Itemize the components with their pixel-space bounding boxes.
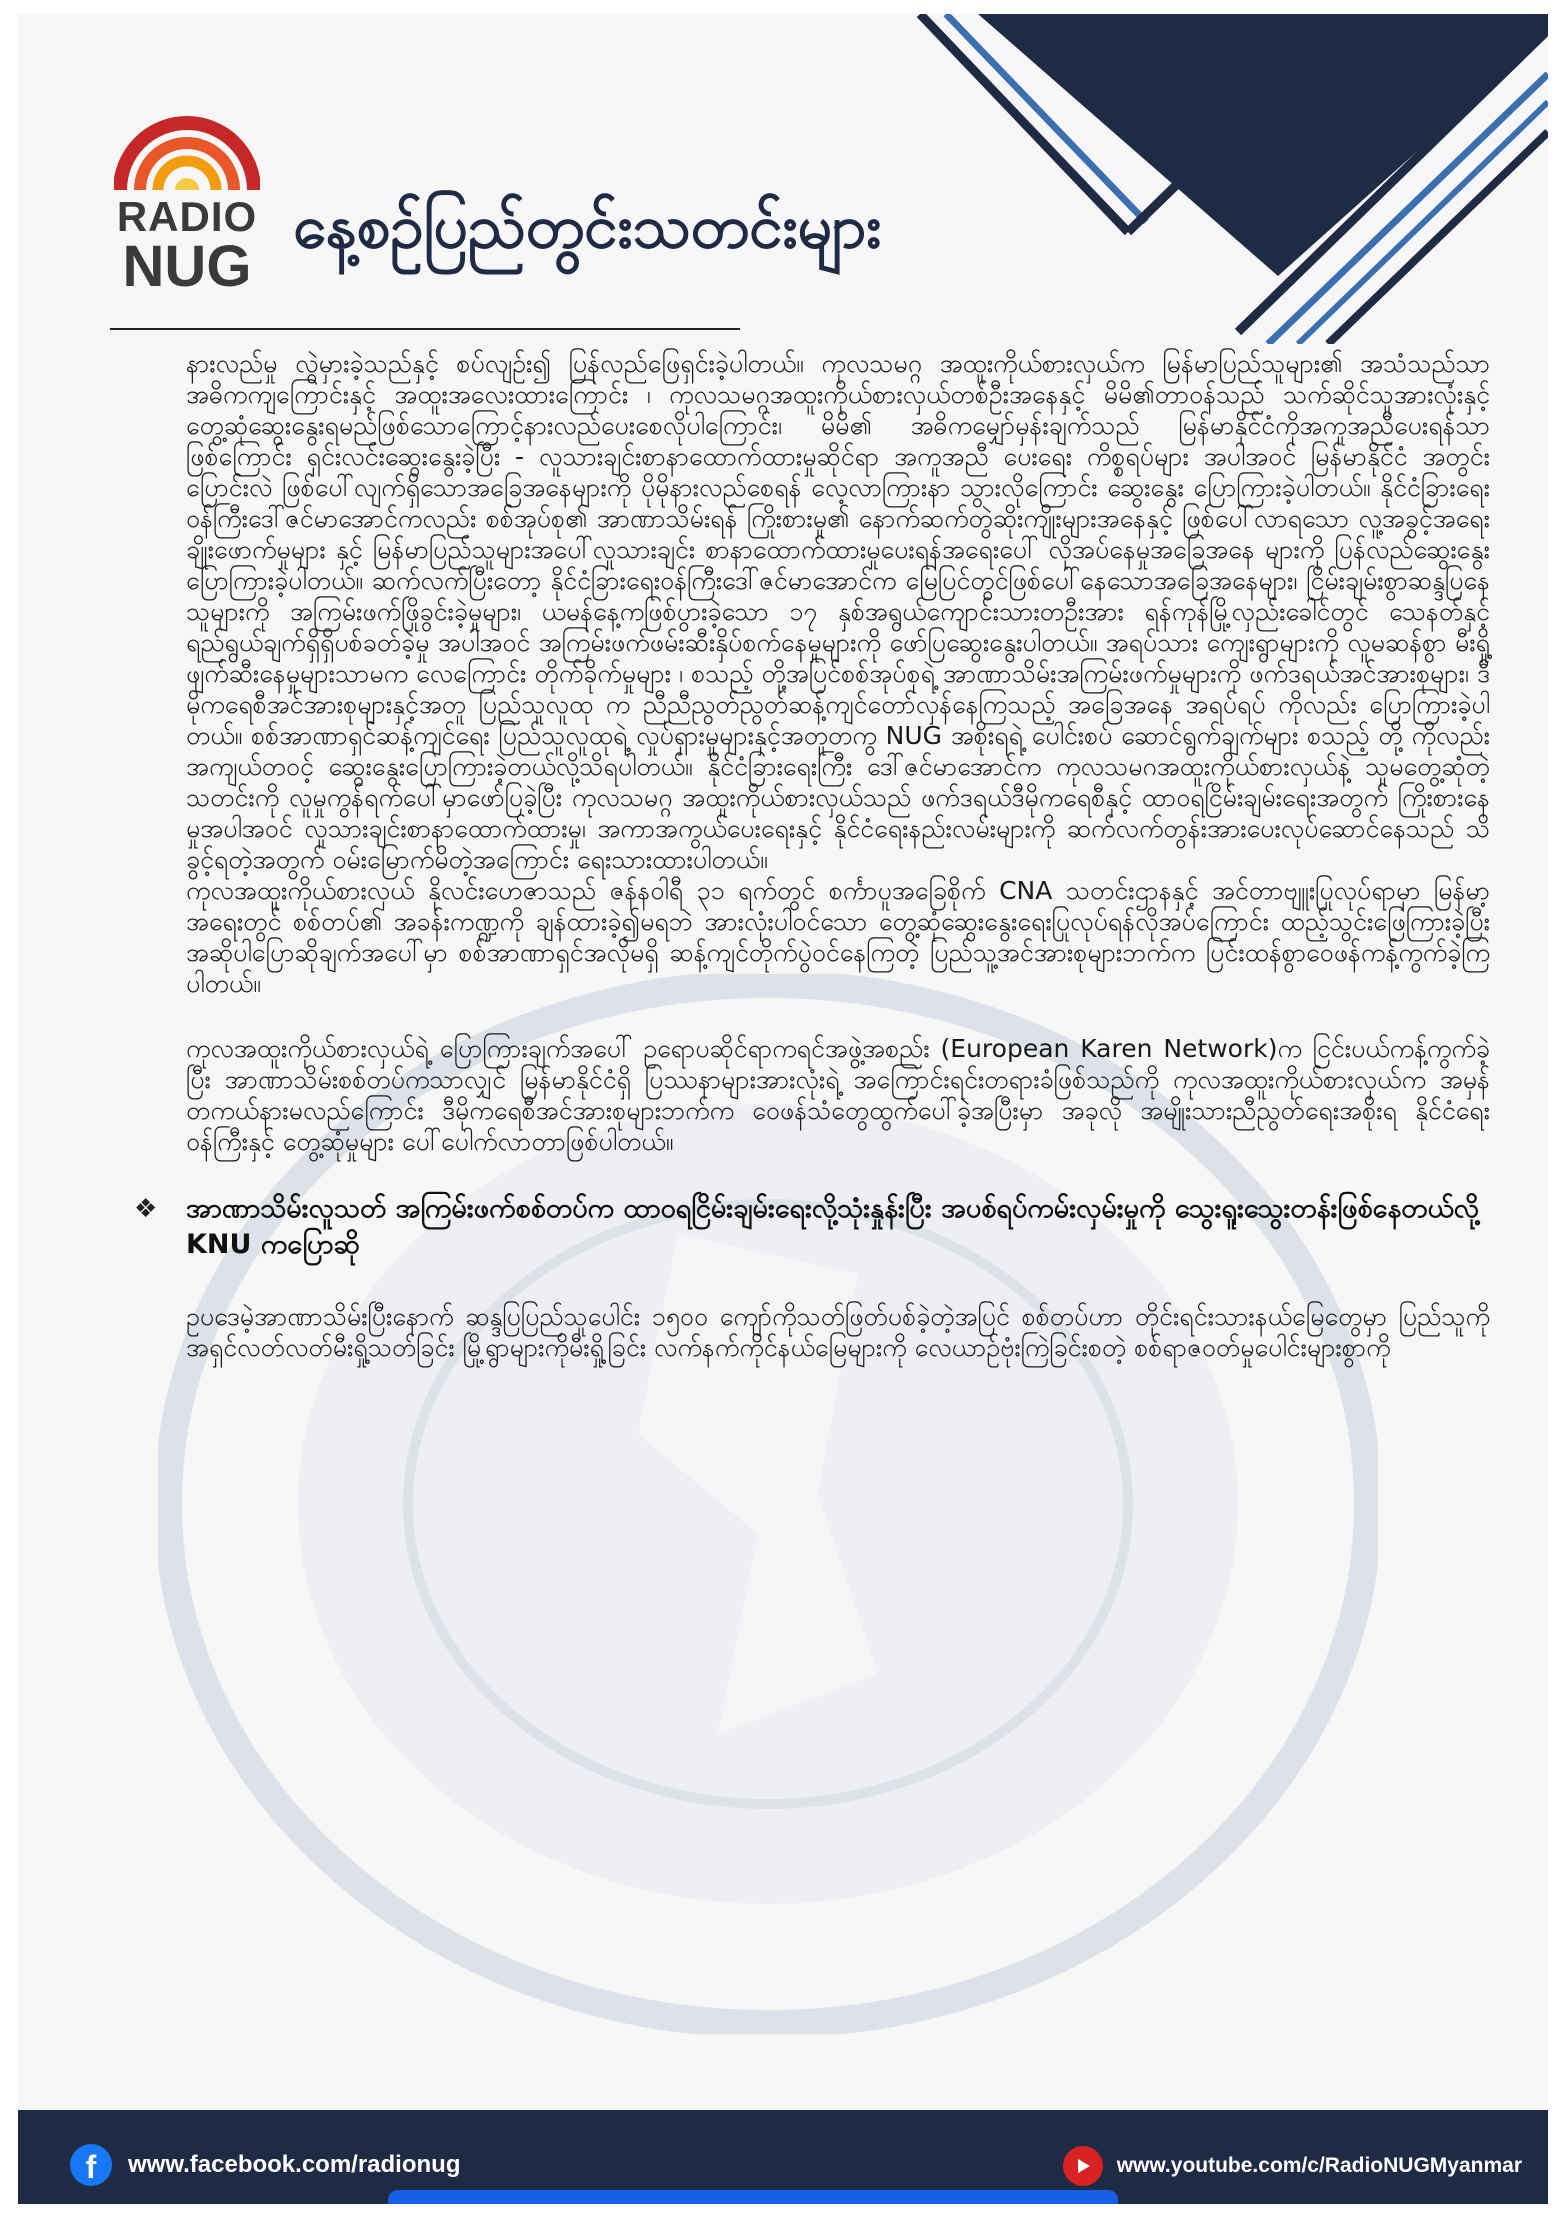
article-body — [134, 348, 1490, 1363]
youtube-url: www.youtube.com/c/RadioNUGMyanmar — [1116, 2154, 1522, 2177]
article-paragraph: ကုလအထူးကိုယ်စားလှယ်ရဲ့ ပြောကြားချက်အပေါ် ဥရောပဆိုင်ရာကရင်အဖွဲ့အစည်း (European Karen Network)က ငြင်းပယ်ကန့်ကွက်ခဲ့ပြီး အာဏာသိမ်းစစ်တပ်ကသာလျှင် မြန်မာနိုင်ငံရှိ ပြဿနာများအားလုံးရဲ့ အကြောင်းရင်းတရားခံဖြစ်သည်ကို ကုလအထူးကိုယ်စားလှယ်က အမှန်တကယ်နားမလည်ကြောင်း ဒီမိုကရေစီအင်အားစုများဘက်က ဝေဖန်သံတွေထွက်ပေါ်ခဲ့အပြီးမှာ အခုလို အမျိုးသားညီညွတ်ရေးအစိုးရ နိုင်ငံရေးဝန်ကြီးနှင့် တွေ့ဆုံမှုများ ပေါ်ပေါက်လာတာဖြစ်ပါတယ်။ — [186, 1034, 1490, 1156]
section-heading-text: အာဏာသိမ်းလူသတ် အကြမ်းဖက်စစ်တပ်က ထာဝရငြိမ်းချမ်းရေးလို့သုံးနှုန်းပြီး အပစ်ရပ်ကမ်းလှမ်းမှုကို သွေးရူးသွေးတန်းဖြစ်နေတယ်လို့ KNU ကပြောဆို — [186, 1193, 1480, 1260]
article-paragraph: ကုလအထူးကိုယ်စားလှယ် နိုလင်းဟေဇာသည် ဇန်နဝါရီ ၃၁ ရက်တွင် စင်္ကာပူအခြေစိုက် CNA သတင်းဌာနနှင့် အင်တာဗျူးပြုလုပ်ရာမှာ မြန်မာ့အရေးတွင် စစ်တပ်၏ အခန်းကဏ္ဍကို ချန်ထားခဲ့၍မရဘဲ အားလုံးပါဝင်သော တွေ့ဆုံဆွေးနွေးရေးပြုလုပ်ရန်လိုအပ်ကြောင်း ထည့်သွင်းဖြေကြားခဲ့ပြီး အဆိုပါပြောဆိုချက်အပေါ်မှာ စစ်အာဏာရှင်အလိုမရှိ ဆန့်ကျင်တိုက်ပွဲဝင်နေကြတဲ့ ပြည်သူ့အင်အားစုများဘက်က ပြင်းထန်စွာဝေဖန်ကန့်ကွက်ခဲ့ကြပါတယ်။ — [186, 876, 1490, 998]
masthead-title: နေ့စဉ်ပြည်တွင်းသတင်းများ — [293, 192, 882, 262]
logo-nug-text: NUG — [122, 234, 252, 299]
header-divider — [110, 328, 740, 330]
page — [18, 14, 1548, 2204]
diamond-bullet-icon: ❖ — [134, 1194, 158, 1224]
logo-radio-text: RADIO — [116, 193, 258, 240]
facebook-link[interactable] — [70, 2144, 460, 2186]
article-paragraph: နားလည်မှု လွဲမှားခဲ့သည်နှင့် စပ်လျဉ်း၍ ပြန်လည်ဖြေရှင်းခဲ့ပါတယ်။ ကုလသမဂ္ဂ အထူးကိုယ်စားလှယ်က မြန်မာပြည်သူများ၏ အသံသည်သာ အဓိကကျကြောင်းနှင့် အထူးအလေးထားကြောင်း ၊ ကုလသမဂ္ဂအထူးကိုယ်စားလှယ်တစ်ဦးအနေနှင့် မိမိ၏တာဝန်သည် သက်ဆိုင်သူအားလုံးနှင့် တွေ့ဆုံဆွေးနွေးရမည်ဖြစ်သောကြောင့်နားလည်ပေးစေလိုပါကြောင်း၊ မိမိ၏ အဓိကမျှော်မှန်းချက်သည် မြန်မာနိုင်ငံကိုအကူအညီပေးရန်သာဖြစ်ကြောင်း ရှင်းလင်းဆွေးနွေးခဲ့ပြီး - လူသားချင်းစာနာထောက်ထားမှုဆိုင်ရာ အကူအညီ ပေးရေး ကိစ္စရပ်များ အပါအဝင် မြန်မာနိုင်ငံ အတွင်း ပြောင်းလဲ ဖြစ်ပေါ်လျက်ရှိသောအခြေအနေများကို ပိုမိုနားလည်စေရန် လေ့လာကြားနာ သွားလိုကြောင်း ဆွေးနွေး ပြောကြားခဲ့ပါတယ်။ နိုင်ငံခြားရေးဝန်ကြီးဒေါ်ဇင်မာအောင်ကလည်း စစ်အုပ်စု၏ အာဏာသိမ်းရန် ကြိုးစားမှု၏ နောက်ဆက်တွဲဆိုးကျိုးများအနေနှင့် ဖြစ်ပေါ်လာရသော လူ့အခွင့်အရေးချိုးဖောက်မှုများ နှင့် မြန်မာပြည်သူများအပေါ်လူသားချင်း စာနာထောက်ထားမှုပေးရန်အရေးပေါ် လိုအပ်နေမှုအခြေအနေ များကို ပြန်လည်ဆွေးနွေး ပြောကြားခဲ့ပါတယ်။ ဆက်လက်ပြီးတော့ နိုင်ငံခြားရေးဝန်ကြီးဒေါ်ဇင်မာအောင်က မြေပြင်တွင်ဖြစ်ပေါ်နေသောအခြေအနေများ၊ ငြိမ်းချမ်းစွာဆန္ဒပြနေသူများကို အကြမ်းဖက်ဖြိုခွင်းခဲ့မှုများ၊ ယမန်နေ့ကဖြစ်ပွားခဲ့သော ၁၇ နှစ်အရွယ်ကျောင်းသားတဦးအား ရန်ကုန်မြို့လှည်းခေါင်တွင် သေနတ်နှင့် ရည်ရွယ်ချက်ရှိရှိပစ်ခတ်ခဲ့မှု အပါအဝင် အကြမ်းဖက်ဖမ်းဆီးနှိပ်စက်နေမှုများကို ဖော်ပြဆွေးနွေးပါတယ်။ အရပ်သား ကျေးရွာများကို လူမဆန်စွာ မီးရှို့ဖျက်ဆီးနေမှုများသာမက လေကြောင်း တိုက်ခိုက်မှုများ ၊ စသည့် တို့အပြင်စစ်အုပ်စုရဲ့ အာဏာသိမ်းအကြမ်းဖက်မှုများကို ဖက်ဒရယ်အင်အားစုများ၊ ဒီမိုကရေစီအင်အားစုများနှင့်အတူ ပြည်သူလူထု က ညီညီညွတ်ညွတ်ဆန့်ကျင်တော်လှန်နေကြသည့် အခြေအနေ အရပ်ရပ် ကိုလည်း ပြောကြားခဲ့ပါတယ်။ စစ်အာဏာရှင်ဆန့်ကျင်ရေး ပြည်သူလူထုရဲ့ လှုပ်ရှားမှုများနှင့်အတူတကွ NUG အစိုးရရဲ့ ပေါင်းစပ် ဆောင်ရွက်ချက်များ စသည့် တို့ ကိုလည်း အကျယ်တဝင့် ဆွေးနွေးပြောကြားခဲ့တယ်လို့သိရပါတယ်။ နိုင်ငံခြားရေးကြီး ဒေါ်ဇင်မာအောင်က ကုလသမဂအထူးကိုယ်စားလှယ်နဲ့ သူမတွေ့ဆုံတဲ့သတင်းကို လူမှုကွန်ရက်ပေါ်မှာဖော်ပြခဲ့ပြီး ကုလသမဂ္ဂ အထူးကိုယ်စားလှယ်သည် ဖက်ဒရယ်ဒီမိုကရေစီနှင့် ထာဝရငြိမ်းချမ်းရေးအတွက် ကြိုးစားနေမှုအပါအဝင် လူသားချင်းစာနာထောက်ထားမှု၊ အကာအကွယ်ပေးရေးနှင့် နိုင်ငံရေးနည်းလမ်းများကို ဆက်လက်တွန်းအားပေးလုပ်ဆောင်နေသည် သိခွင့်ရတဲ့အတွက် ဝမ်းမြောက်မိတဲ့အကြောင်း ရေးသားထားပါတယ်။ — [186, 349, 1490, 874]
facebook-url: www.facebook.com/radionug — [128, 2151, 461, 2178]
facebook-icon: f — [70, 2144, 112, 2186]
youtube-link[interactable] — [1063, 2146, 1522, 2186]
youtube-play-icon — [1063, 2146, 1103, 2186]
header-decoration — [828, 14, 1548, 344]
article-paragraph: ဥပဒေမဲ့အာဏာသိမ်းပြီးနောက် ဆန္ဒပြပြည်သူပေါင်း ၁၅၀၀ ကျော်ကိုသတ်ဖြတ်ပစ်ခဲ့တဲ့အပြင် စစ်တပ်ဟာ တိုင်းရင်းသားနယ်မြေတွေမှာ ပြည်သူကိုအရှင်လတ်လတ်မီးရှို့သတ်ခြင်း မြို့ရွာများကိုမီးရှို့ခြင်း လက်နက်ကိုင်နယ်မြေများကို လေယာဉ်ဗုံးကြဲခြင်းစတဲ့ စစ်ရာဇဝတ်မှုပေါင်းများစွာကို — [186, 1302, 1490, 1362]
broadcast-arcs-icon — [114, 114, 260, 190]
radio-nug-logo — [112, 114, 262, 299]
footer-accent-bar — [388, 2190, 1118, 2204]
section-heading — [134, 1191, 1490, 1263]
